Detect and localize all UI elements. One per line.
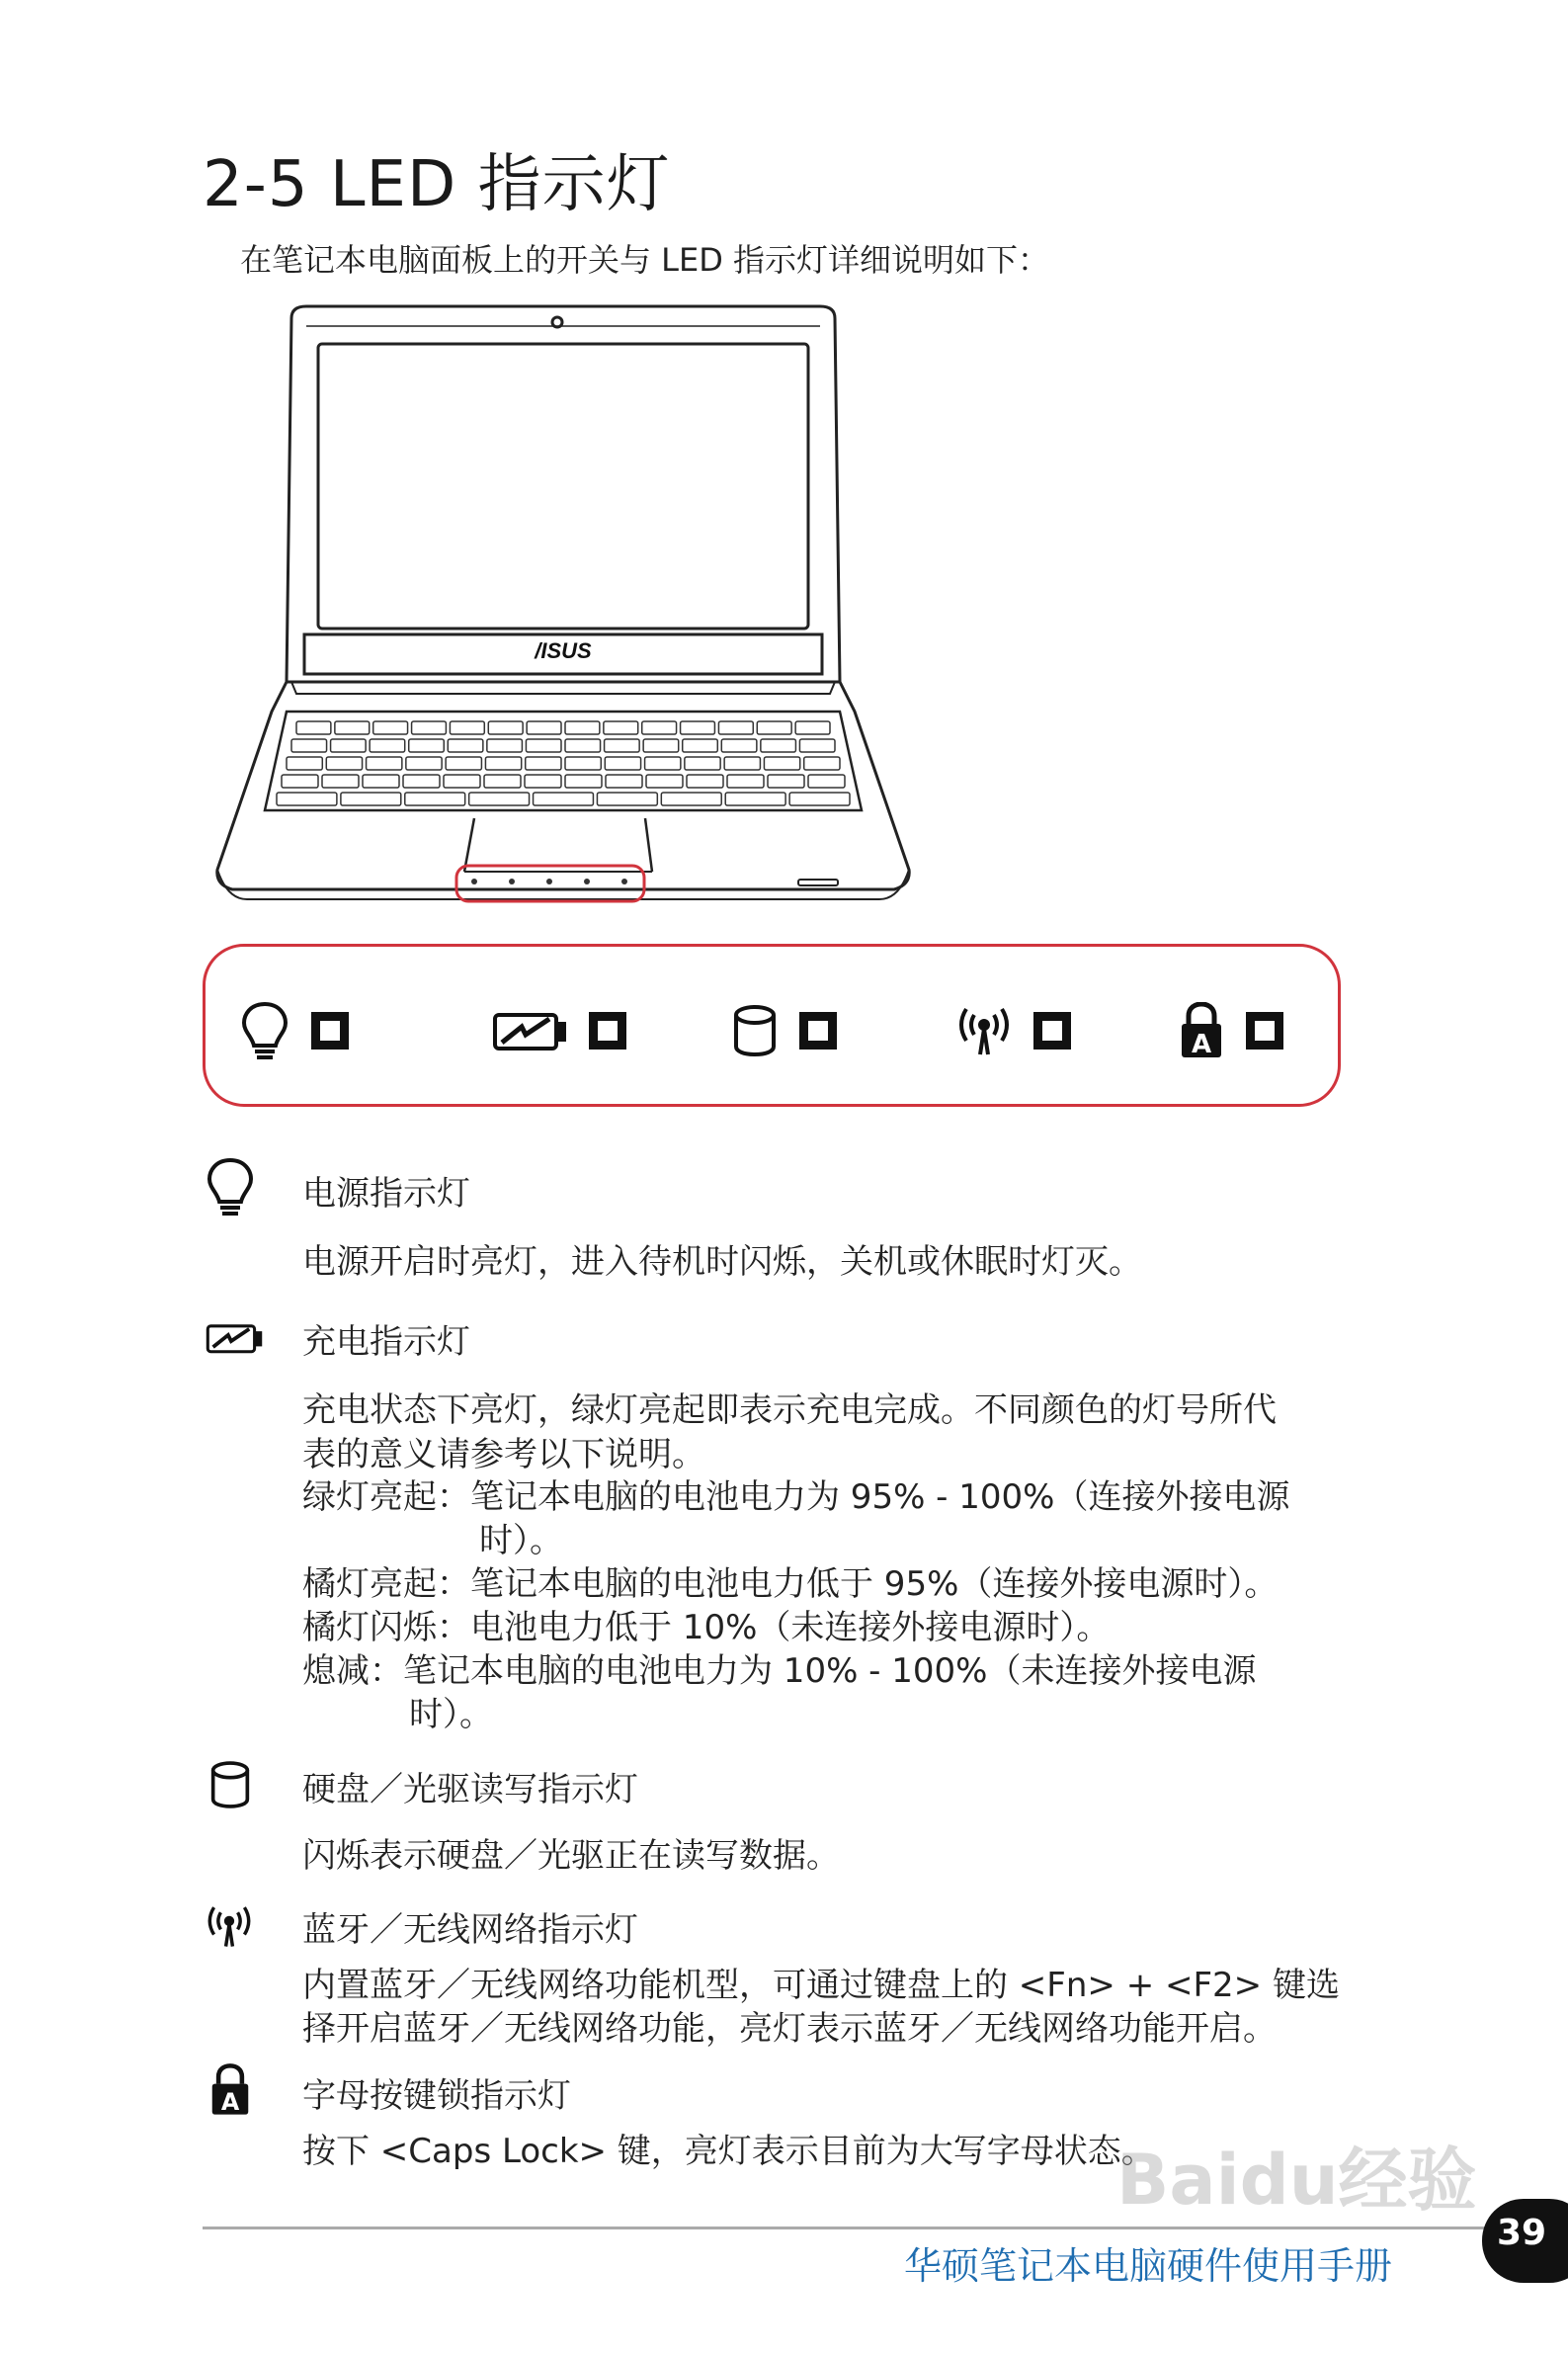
- section-body-line: 时）。: [409, 1695, 493, 1734]
- keyboard-key: [487, 739, 523, 752]
- keyboard-key: [446, 757, 481, 770]
- keyboard-key: [409, 739, 445, 752]
- section-body-line: 充电状态下亮灯，绿灯亮起即表示充电完成。不同颜色的灯号所代: [302, 1390, 1277, 1430]
- keyboard-key: [287, 757, 322, 770]
- section-body-line: 橘灯闪烁：电池电力低于 10%（未连接外接电源时）。: [302, 1608, 1111, 1647]
- keyboard-key: [605, 739, 640, 752]
- keyboard-key: [363, 775, 399, 788]
- keyboard-key: [804, 757, 840, 770]
- keyboard-key: [799, 739, 835, 752]
- keyboard-key: [406, 757, 442, 770]
- battery-charge-icon: [206, 1320, 263, 1356]
- section-body-line: 电源开启时亮灯，进入待机时闪烁，关机或休眠时灯灭。: [302, 1242, 1142, 1282]
- section-title-charge: 充电指示灯: [302, 1322, 470, 1362]
- keyboard-key: [642, 721, 677, 734]
- svg-text:A: A: [1191, 1030, 1212, 1059]
- keyboard-key: [322, 775, 359, 788]
- led-legend-wireless: [956, 996, 1071, 1065]
- keyboard-key: [643, 739, 679, 752]
- keyboard-key: [565, 757, 601, 770]
- keyboard-key: [488, 721, 523, 734]
- keyboard-key: [291, 739, 327, 752]
- keyboard-key: [526, 757, 561, 770]
- laptop-illustration: [198, 296, 929, 909]
- keyboard-key: [534, 793, 594, 805]
- keyboard-key: [605, 757, 640, 770]
- caps-lock-icon: [1179, 1002, 1224, 1059]
- section-body-line: 择开启蓝牙／无线网络功能，亮灯表示蓝牙／无线网络功能开启。: [302, 2009, 1277, 2049]
- page-title: 2-5 LED 指示灯: [203, 148, 671, 221]
- page-number: 39: [1496, 2213, 1547, 2253]
- keyboard-key: [721, 739, 757, 752]
- section-body-line: 熄减：笔记本电脑的电池电力为 10% - 100%（未连接外接电源: [302, 1651, 1257, 1691]
- keyboard-key: [527, 721, 561, 734]
- section-body-line: 闪烁表示硬盘／光驱正在读写数据。: [302, 1836, 840, 1876]
- keyboard-key: [444, 775, 480, 788]
- section-title-wireless: 蓝牙／无线网络指示灯: [302, 1910, 638, 1950]
- keyboard-key: [331, 739, 367, 752]
- keyboard-key: [808, 775, 845, 788]
- led-square: [1246, 1012, 1283, 1050]
- keyboard-key: [661, 793, 721, 805]
- led-square: [311, 1012, 349, 1050]
- keyboard-key: [370, 739, 405, 752]
- keyboard-key: [412, 721, 447, 734]
- section-title-capslock: 字母按键锁指示灯: [302, 2076, 571, 2116]
- section-body-line: 内置蓝牙／无线网络功能机型，可通过键盘上的 <Fn> + <F2> 键选: [302, 1966, 1340, 2005]
- keyboard-key: [565, 721, 600, 734]
- caps-lock-icon: [209, 2063, 251, 2117]
- section-body-line: 时）。: [479, 1521, 563, 1560]
- keyboard-key: [277, 793, 337, 805]
- keyboard-key: [484, 775, 521, 788]
- svg-text:A: A: [220, 2088, 240, 2117]
- hard-disk-icon: [209, 1759, 251, 1810]
- keyboard-key: [764, 757, 799, 770]
- keyboard-key: [795, 721, 830, 734]
- keyboard-key: [373, 721, 408, 734]
- keyboard-key: [683, 739, 718, 752]
- keyboard-key: [757, 721, 791, 734]
- keyboard-key: [405, 793, 465, 805]
- keyboard-key: [718, 721, 753, 734]
- keyboard-key: [326, 757, 362, 770]
- footer-manual-title: 华硕笔记本电脑硬件使用手册: [904, 2244, 1393, 2288]
- section-body-line: 按下 <Caps Lock> 键，亮灯表示目前为大写字母状态。: [302, 2132, 1155, 2171]
- keyboard-key: [606, 775, 642, 788]
- intro-text: 在笔记本电脑面板上的开关与 LED 指示灯详细说明如下：: [240, 241, 1050, 279]
- keyboard-key: [565, 739, 601, 752]
- keyboard-key: [296, 721, 331, 734]
- section-body-line: 绿灯亮起：笔记本电脑的电池电力为 95% - 100%（连接外接电源: [302, 1477, 1290, 1517]
- keyboard-key: [604, 721, 638, 734]
- led-legend-power: [240, 996, 349, 1065]
- keyboard-key: [450, 721, 484, 734]
- keyboard-key: [597, 793, 657, 805]
- keyboard-key: [526, 739, 561, 752]
- keyboard-key: [403, 775, 440, 788]
- keyboard-key: [525, 775, 561, 788]
- keyboard-key: [685, 757, 720, 770]
- keyboard-key: [646, 775, 683, 788]
- keyboard-key: [448, 739, 483, 752]
- wireless-icon: [206, 1902, 253, 1950]
- keyboard-key: [789, 793, 850, 805]
- section-body-line: 橘灯亮起：笔记本电脑的电池电力低于 95%（连接外接电源时）。: [302, 1564, 1279, 1604]
- led-square: [1033, 1012, 1071, 1050]
- led-legend-hdd: [732, 996, 837, 1065]
- wireless-icon: [956, 1003, 1012, 1058]
- page-number-badge: [1482, 2199, 1568, 2283]
- battery-charge-icon: [492, 1009, 567, 1052]
- keyboard-key: [761, 739, 796, 752]
- hard-disk-icon: [732, 1003, 778, 1058]
- keyboard-key: [469, 793, 530, 805]
- watermark: Baidu经验: [1116, 2140, 1477, 2221]
- power-bulb-icon: [240, 1000, 289, 1061]
- keyboard-key: [282, 775, 318, 788]
- led-square: [589, 1012, 626, 1050]
- keyboard-key: [341, 793, 401, 805]
- keyboard-key: [725, 793, 785, 805]
- led-legend-battery: [492, 996, 626, 1065]
- section-title-hdd: 硬盘／光驱读写指示灯: [302, 1770, 638, 1809]
- section-body-line: 表的意义请参考以下说明。: [302, 1435, 705, 1474]
- led-legend-box: [203, 944, 1341, 1107]
- led-square: [799, 1012, 837, 1050]
- section-title-power: 电源指示灯: [302, 1174, 470, 1214]
- led-legend-capslock: [1179, 996, 1283, 1065]
- keyboard-key: [681, 721, 715, 734]
- keyboard-key: [645, 757, 681, 770]
- power-bulb-icon: [206, 1156, 255, 1218]
- footer-divider: [203, 2227, 1487, 2229]
- keyboard-key: [724, 757, 760, 770]
- keyboard-key: [565, 775, 602, 788]
- laptop-brand-logo: /ISUS: [535, 638, 592, 663]
- keyboard-key: [367, 757, 402, 770]
- keyboard-key: [687, 775, 723, 788]
- keyboard-key: [727, 775, 764, 788]
- keyboard-key: [335, 721, 370, 734]
- keyboard-key: [485, 757, 521, 770]
- keyboard-key: [768, 775, 804, 788]
